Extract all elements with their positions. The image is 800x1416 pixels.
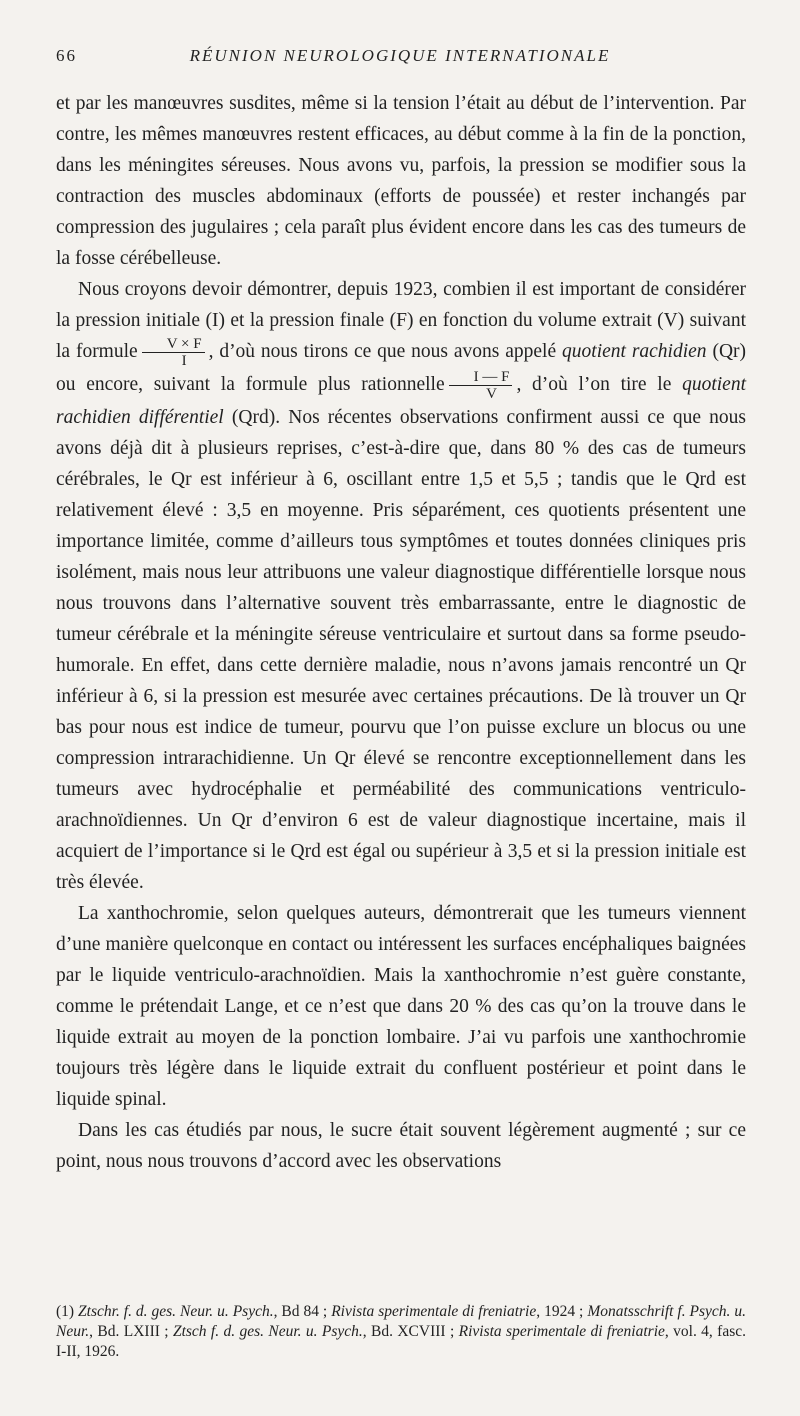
body-text — [56, 88, 746, 1177]
formula-differential-numerator: I — F — [449, 369, 513, 386]
footnote-ref-1: Ztschr. f. d. ges. Neur. u. Psych. — [78, 1303, 274, 1320]
term-quotient-differentiel: quotient rachidien différentiel — [56, 374, 746, 429]
paragraph-1: et par les manœuvres susdites, même si la tension l’était au début de l’intervention. Par contre, les mêmes manœuvres restent efficaces, au début comme à la fin de la ponction, dans les méningites séreuses. Nous avons vu, parfois, la pression se modifier sous la contraction des muscles abdominaux (efforts de poussée) et rester inchangés par compression des jugulaires ; cela paraît plus évident encore dans les cas des tumeurs de la fosse cérébelleuse. — [56, 93, 746, 269]
formula-differential-denominator: V — [486, 386, 497, 403]
footnote-ref-4: Ztsch f. d. ges. Neur. u. Psych. — [172, 1323, 363, 1340]
footnote-marker: (1) — [56, 1303, 75, 1320]
running-title: RÉUNION NEUROLOGIQUE INTERNATIONALE — [189, 46, 611, 65]
footnote-text-3: , Bd. LXIII ; — [89, 1323, 169, 1340]
formula-quotient-numerator: V × F — [142, 336, 205, 353]
paragraph-2 — [56, 274, 746, 898]
footnote — [56, 1302, 746, 1362]
paragraph-3: La xanthochromie, selon quelques auteurs, démontrerait que les tumeurs viennent d’une manière quelconque en contact ou intéressent les surfaces encéphaliques baignées par le liquide ventriculo-arachnoïdien. Mais la xanthochromie n’est guère constante, comme le prétendait Lange, et ce n’est que dans 20 % des cas qu’on la trouve dans le liquide extrait au moyen de la ponction lombaire. J’ai vu parfois une xanthochromie toujours très légère dans le liquide extrait du confluent postérieur et point dans le liquide spinal. — [56, 903, 746, 1111]
paragraph-2-text-a: Nous croyons devoir démontrer, depuis 1923, combien il est important de considérer la pression initiale (I) et la pression finale (F) en fonction du volume extrait (V) suivant la formule — [56, 279, 746, 362]
paragraph-2-text-b: , d’où nous tirons ce que nous avons appelé — [208, 341, 557, 362]
page-number: 66 — [56, 46, 77, 65]
paragraph-2-text-e: (Qrd). Nos récentes observations confirment aussi ce que nous avons déjà dit à plusieurs reprises, c’est-à-dire que, dans 80 % des cas de tumeurs cérébrales, le Qr est inférieur à 6, oscillant entre 1,5 et 5,5 ; tandis que le Qrd est relativement élevé : 3,5 en moyenne. Pris séparément, ces quotients présentent une importance limitée, comme d’ailleurs tous symptômes et toutes données cliniques pris isolément, mais nous leur attribuons une valeur diagnostique différentielle lorsque nous nous trouvons dans l’alternative souvent très embarrassante, entre le diagnostic de tumeur cérébrale et la méningite séreuse ventriculaire et surtout dans sa forme pseudo-humorale. En effet, dans cette dernière maladie, nous n’avons jamais rencontré un Qr inférieur à 6, si la pression est mesurée avec certaines précautions. De là trouver un Qr bas pour nous est indice de tumeur, pourvu que l’on puisse exclure un blocus ou une compression intrarachidienne. Un Qr élevé se rencontre exceptionnellement dans les tumeurs avec hydrocéphalie et perméabilité des communications ventriculo-arachnoïdiennes. Un Qr d’environ 6 est de valeur diagnostique incertaine, mais il acquiert de l’importance si le Qrd est égal ou supérieur à 3,5 et si la pression initiale est très élevée. — [56, 407, 747, 894]
footnote-ref-3: Monatsschrift f. Psych. u. Neur. — [56, 1303, 747, 1340]
page-header — [56, 46, 744, 66]
footnote-text-1: , Bd 84 ; — [273, 1303, 328, 1320]
footnote-ref-2: Rivista sperimentale di freniatrie — [331, 1303, 537, 1320]
paragraph-2-text-d: , d’où l’on tire le — [516, 374, 672, 396]
footnote-ref-5: Rivista sperimentale di freniatrie — [458, 1323, 665, 1340]
footnote-text-4: , Bd. XCVIII ; — [362, 1323, 455, 1340]
footnote-text-2: , 1924 ; — [536, 1303, 584, 1320]
paragraph-4: Dans les cas étudiés par nous, le sucre était souvent légèrement augmenté ; sur ce point, nous nous trouvons d’accord avec les observations — [56, 1120, 746, 1173]
paragraph-2-text-c: (Qr) ou encore, suivant la formule plus rationnelle — [56, 341, 747, 396]
formula-differential — [449, 369, 513, 402]
formula-quotient-denominator: I — [181, 353, 187, 370]
footnote-text-5: , vol. 4, fasc. I-II, 1926. — [56, 1323, 747, 1360]
term-quotient-rachidien: quotient rachidien — [562, 341, 707, 362]
formula-quotient — [142, 336, 205, 369]
